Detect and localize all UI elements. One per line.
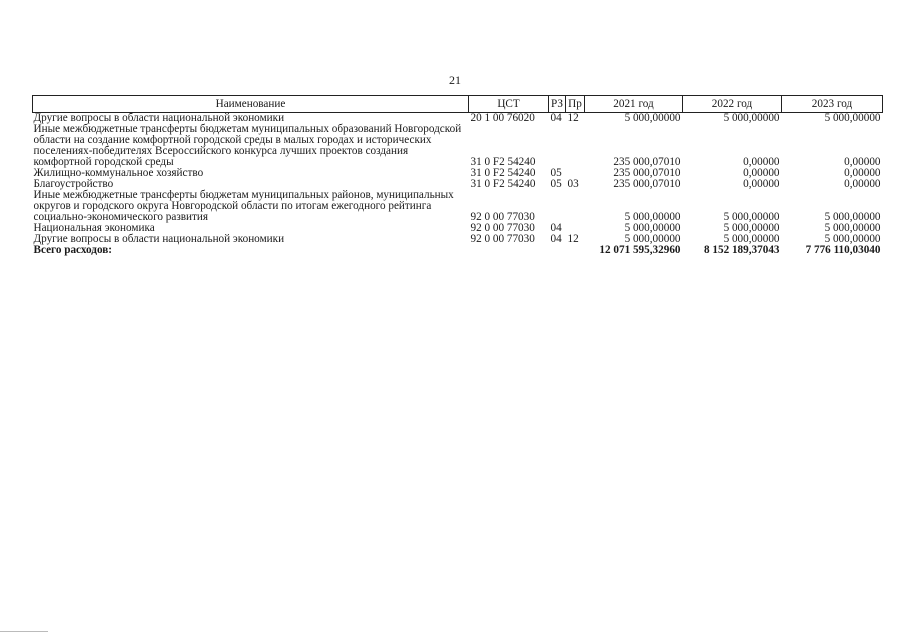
budget-table: [32, 95, 883, 256]
row-2023: 5 000,00000: [824, 112, 881, 124]
table-row: [33, 124, 883, 168]
row-cst: 20 1 00 76020: [470, 112, 535, 124]
total-rz: [549, 245, 566, 256]
row-2021: 235 000,07010: [613, 178, 681, 190]
row-rz: 04: [550, 233, 562, 245]
row-name: Благоустройство: [33, 178, 114, 190]
row-2022: 5 000,00000: [723, 211, 780, 223]
row-2022: 5 000,00000: [723, 233, 780, 245]
row-name: Иные межбюджетные трансферты бюджетам муниципальных районов, муниципальных округов и городского округа Новгородской области по итогам ежегодного рейтинга социально-экономического развития: [33, 189, 454, 223]
row-cst: 31 0 F2 54240: [470, 167, 536, 179]
total-cst: [469, 245, 549, 256]
row-pr: [566, 190, 585, 223]
header-row: [33, 96, 883, 113]
row-rz: 05: [550, 178, 562, 190]
row-name: Иные межбюджетные трансферты бюджетам муниципальных образований Новгородской области на создание комфортной городской среды в малых городах и исторических поселениях-победителях Всероссийского конкурса лучших проектов создания комфортной городской среды: [33, 123, 462, 168]
row-rz: 05: [550, 167, 562, 179]
total-2021: 12 071 595,32960: [599, 244, 681, 256]
header-rz: РЗ: [549, 96, 566, 113]
row-2022: 5 000,00000: [723, 222, 780, 234]
row-2021: 235 000,07010: [613, 167, 681, 179]
table-row: [33, 190, 883, 223]
row-pr: 03: [567, 178, 579, 190]
row-pr: 12: [567, 112, 579, 124]
header-cst: ЦСТ: [469, 96, 549, 113]
row-pr: [566, 124, 585, 168]
row-2021: 5 000,00000: [624, 112, 681, 124]
row-rz: 04: [550, 112, 562, 124]
total-2023: 7 776 110,03040: [805, 244, 881, 256]
row-2021: 5 000,00000: [624, 222, 681, 234]
row-name: Национальная экономика: [33, 222, 155, 234]
row-2023: 5 000,00000: [824, 222, 881, 234]
row-2023: 5 000,00000: [824, 233, 881, 245]
page-number: 21: [449, 73, 461, 87]
row-2023: 0,00000: [844, 156, 881, 168]
row-cst: 31 0 F2 54240: [470, 178, 536, 190]
row-cst: 31 0 F2 54240: [470, 156, 536, 168]
row-2021: 5 000,00000: [624, 233, 681, 245]
row-2021: 5 000,00000: [624, 211, 681, 223]
row-pr: 12: [567, 233, 579, 245]
row-rz: 04: [550, 222, 562, 234]
total-row: [33, 245, 883, 256]
row-rz: [549, 190, 566, 223]
row-2022: 0,00000: [743, 178, 780, 190]
row-2023: 0,00000: [844, 178, 881, 190]
header-2021: 2021 год: [585, 96, 683, 113]
scan-edge-mark: [0, 631, 48, 632]
row-2023: 0,00000: [844, 167, 881, 179]
total-2022: 8 152 189,37043: [703, 244, 780, 256]
row-2021: 235 000,07010: [613, 156, 681, 168]
total-pr: [566, 245, 585, 256]
row-name: Другие вопросы в области национальной экономики: [33, 233, 285, 245]
row-name: Другие вопросы в области национальной экономики: [33, 112, 285, 124]
row-cst: 92 0 00 77030: [470, 233, 535, 245]
row-2022: 0,00000: [743, 156, 780, 168]
row-cst: 92 0 00 77030: [470, 211, 535, 223]
header-name: Наименование: [33, 96, 469, 113]
row-2022: 0,00000: [743, 167, 780, 179]
row-cst: 92 0 00 77030: [470, 222, 535, 234]
total-label: Всего расходов:: [33, 244, 113, 256]
row-name: Жилищно-коммунальное хозяйство: [33, 167, 204, 179]
header-pr: Пр: [566, 96, 585, 113]
row-rz: [549, 124, 566, 168]
row-2023: 5 000,00000: [824, 211, 881, 223]
header-2023: 2023 год: [782, 96, 883, 113]
header-2022: 2022 год: [683, 96, 782, 113]
row-2022: 5 000,00000: [723, 112, 780, 124]
